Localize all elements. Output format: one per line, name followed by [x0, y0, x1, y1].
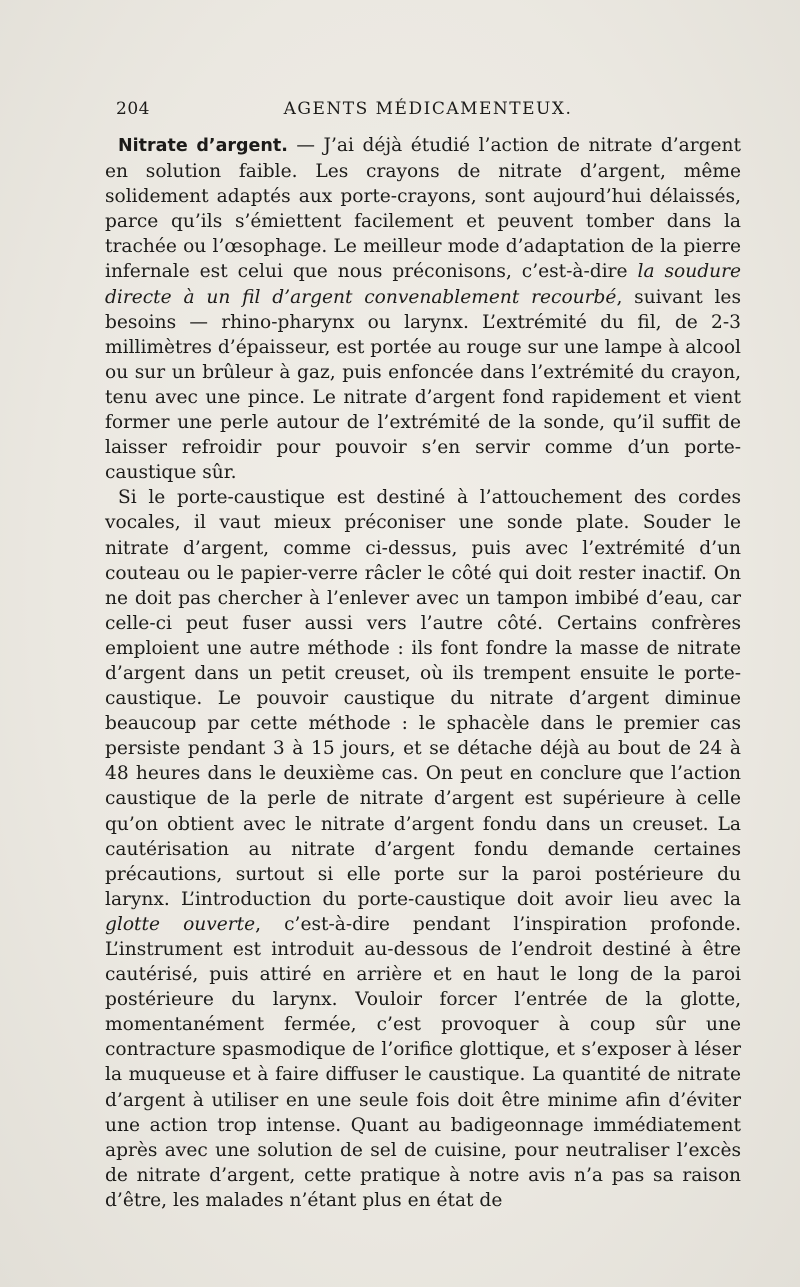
page-number: 204: [116, 99, 150, 119]
paragraph-1-text-a: — J’ai déjà étudié l’action de nitrate d’argent en solution faible. Les crayons de nitrate d’argent, même solidement adaptés aux porte-crayons, sont aujourd’hui délaissés, parce qu’ils s’émiettent facilement et peuvent tomber dans la trachée ou l’œsophage. Le meilleur mode d’adaptation de la pierre infernale est celui que nous préconisons, c’est-à-dire: [105, 135, 742, 283]
page-header: [116, 99, 740, 125]
section-lead-title: Nitrate d’argent.: [118, 136, 288, 156]
paragraph-1: [105, 133, 741, 485]
paragraph-1-text-b: , suivant les besoins — rhino-pharynx ou larynx. L’extrémité du fil, de 2-3 millimètres d’épaisseur, est portée au rouge sur une lampe à alcool ou sur un brûleur à gaz, puis enfoncée dans l’extrémité du crayon, tenu avec une pince. Le nitrate d’argent fond rapidement et vient former une perle autour de l’extrémité de la sonde, qu’il suffit de laisser refroidir pour pouvoir s’en servir comme d’un porte-caustique sûr.: [105, 286, 741, 484]
paragraph-1-italic: la soudure directe à un fil d’argent convenablement recourbé: [105, 261, 741, 308]
running-head: AGENTS MÉDICAMENTEUX.: [283, 99, 573, 119]
paragraph-2-italic: glotte ouverte: [105, 913, 256, 935]
paragraph-2-text-b: , c’est-à-dire pendant l’inspiration profonde. L’instrument est introduit au-dessous de l’endroit destiné à être cautérisé, puis attiré en arrière et en haut le long de la paroi postérieure du larynx. Vouloir forcer l’entrée de la glotte, momentanément fermée, c’est provoquer à coup sûr une contracture spasmodique de l’orifice glottique, et s’exposer à léser la muqueuse et à faire diffuser le caustique. La quantité de nitrate d’argent à utiliser en une seule fois doit être minime afin d’éviter une action trop intense. Quant au badigeonnage immédiatement après avec une solution de sel de cuisine, pour neutraliser l’excès de nitrate d’argent, cette pratique à notre avis n’a pas sa raison d’être, les malades n’étant plus en état de: [105, 913, 741, 1211]
paragraph-2: [105, 485, 741, 1213]
body-text: [105, 133, 741, 1213]
paragraph-2-text-a: Si le porte-caustique est destiné à l’attouchement des cordes vocales, il vaut mieux préconiser une sonde plate. Souder le nitrate d’argent, comme ci-dessus, puis avec l’extrémité d’un couteau ou le papier-verre râcler le côté qui doit rester inactif. On ne doit pas chercher à l’enlever avec un tampon imbibé d’eau, car celle-ci peut fuser aussi vers l’autre côté. Certains confrères emploient une autre méthode : ils font fondre la masse de nitrate d’argent dans un petit creuset, où ils trempent ensuite le porte-caustique. Le pouvoir caustique du nitrate d’argent diminue beaucoup par cette méthode : le sphacèle dans le premier cas persiste pendant 3 à 15 jours, et se détache déjà au bout de 24 à 48 heures dans le deuxième cas. On peut en conclure que l’action caustique de la perle de nitrate d’argent est supérieure à celle qu’on obtient avec le nitrate d’argent fondu dans un creuset. La cautérisation au nitrate d’argent fondu demande certaines précautions, surtout si elle porte sur la paroi postérieure du larynx. L’introduction du porte-caustique doit avoir lieu avec la: [105, 487, 741, 910]
